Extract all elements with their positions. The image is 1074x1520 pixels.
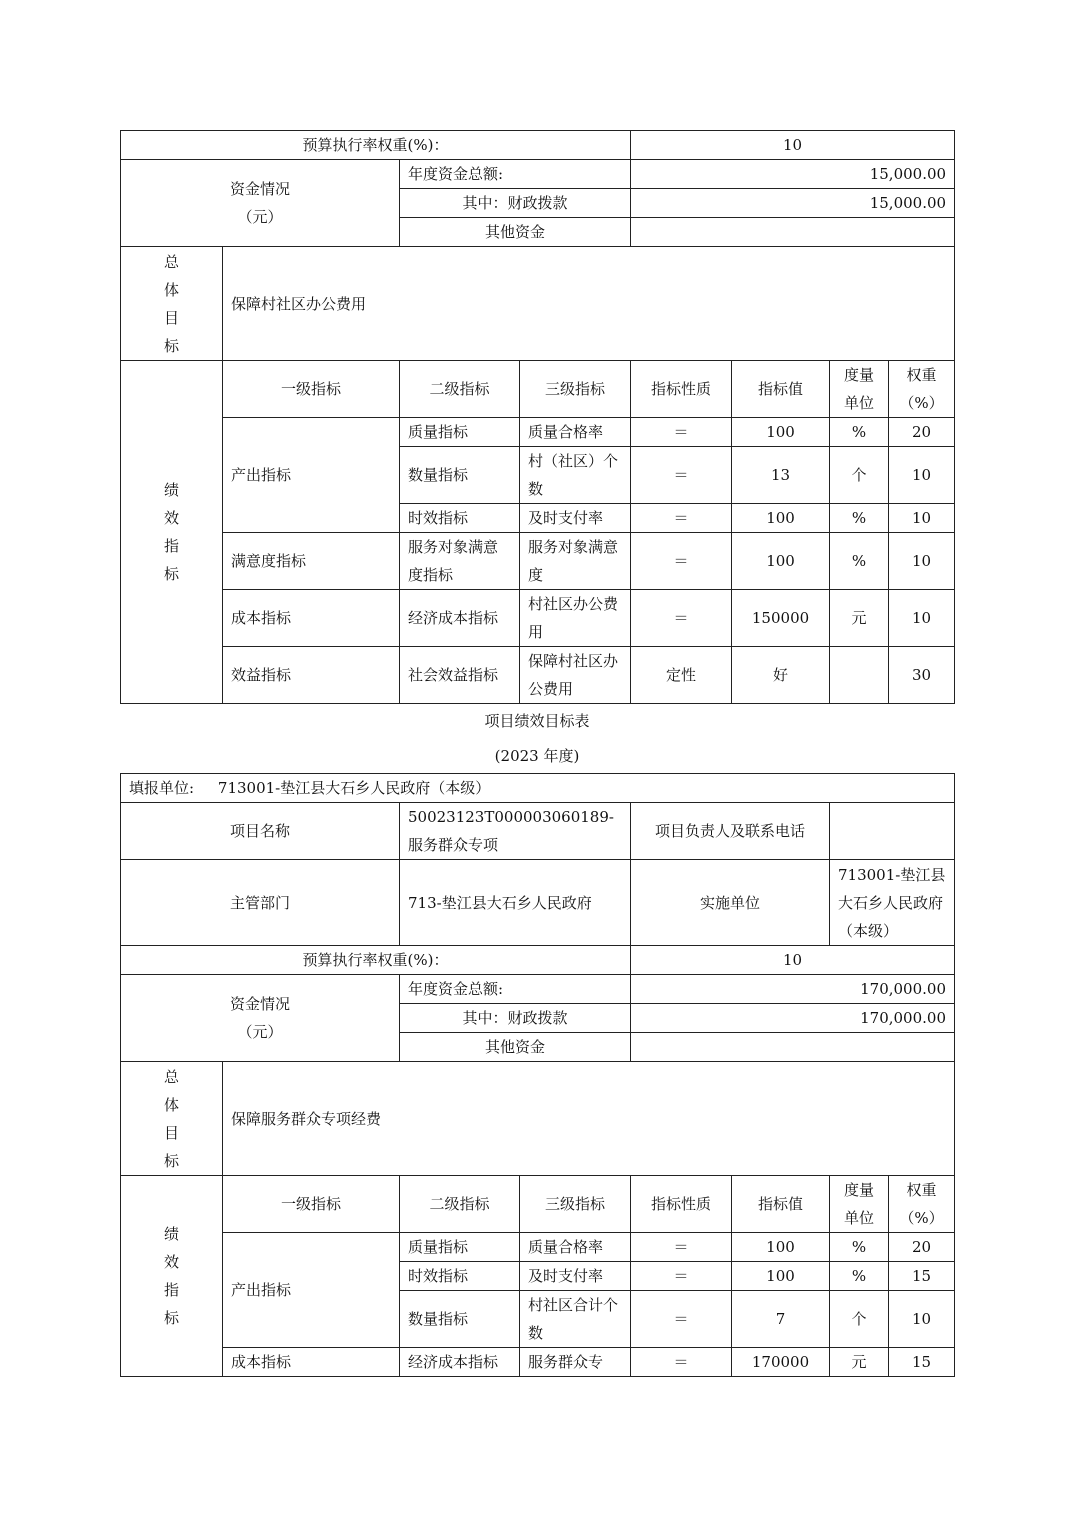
level2-cell: 社会效益指标 xyxy=(400,647,520,704)
level2-cell: 质量指标 xyxy=(400,418,520,447)
level1-cell: 满意度指标 xyxy=(223,533,400,590)
other-funds-value xyxy=(631,218,955,247)
level3-cell: 村（社区）个数 xyxy=(520,447,631,504)
budget-weight-value: 10 xyxy=(631,131,955,160)
goal-char: 标 xyxy=(163,336,179,355)
nature-cell: ＝ xyxy=(631,418,732,447)
unit-cell: % xyxy=(830,1262,889,1291)
unit-cell: % xyxy=(830,1233,889,1262)
weight-cell: 15 xyxy=(889,1348,955,1377)
funds-label-line1: 资金情况 xyxy=(229,995,290,1013)
owner-label: 项目负责人及联系电话 xyxy=(631,803,830,860)
level3-cell: 村社区合计个数 xyxy=(520,1291,631,1348)
fiscal-label: 其中：财政拨款 xyxy=(400,189,631,218)
table-row xyxy=(121,533,955,590)
performance-label xyxy=(121,1176,223,1377)
header-weight: 权重（%） xyxy=(889,1176,955,1233)
level3-cell: 质量合格率 xyxy=(520,1233,631,1262)
nature-cell: ＝ xyxy=(631,1348,732,1377)
filler-unit-value: 713001-垫江县大石乡人民政府（本级） xyxy=(217,779,491,797)
goal-char: 目 xyxy=(163,1123,179,1142)
project-name-value: 50023123T000003060189-服务群众专项 xyxy=(400,803,631,860)
goal-char: 总 xyxy=(163,252,179,271)
value-cell: 100 xyxy=(732,533,830,590)
nature-cell: ＝ xyxy=(631,504,732,533)
table-row xyxy=(121,1348,955,1377)
level2-cell: 时效指标 xyxy=(400,1262,520,1291)
level2-cell: 经济成本指标 xyxy=(400,1348,520,1377)
perf-char: 指 xyxy=(163,1281,179,1299)
budget-weight-value: 10 xyxy=(631,946,955,975)
value-cell: 13 xyxy=(732,447,830,504)
level3-cell: 保障村社区办公费用 xyxy=(520,647,631,704)
filler-unit xyxy=(121,774,955,803)
table-row xyxy=(121,590,955,647)
overall-goal-label xyxy=(121,247,223,361)
funds-label xyxy=(121,160,400,247)
level2-cell: 数量指标 xyxy=(400,1291,520,1348)
perf-char: 标 xyxy=(163,565,179,583)
level3-cell: 质量合格率 xyxy=(520,418,631,447)
value-cell: 100 xyxy=(732,1262,830,1291)
budget-weight-label: 预算执行率权重(%)： xyxy=(121,946,631,975)
level1-cell: 成本指标 xyxy=(223,590,400,647)
level1-cell: 产出指标 xyxy=(223,1233,400,1348)
other-funds-label: 其他资金 xyxy=(400,218,631,247)
header-level1: 一级指标 xyxy=(223,1176,400,1233)
impl-value: 713001-垫江县大石乡人民政府（本级） xyxy=(830,860,955,946)
funds-label xyxy=(121,975,400,1062)
level2-cell: 时效指标 xyxy=(400,504,520,533)
level1-cell: 成本指标 xyxy=(223,1348,400,1377)
unit-cell: 元 xyxy=(830,1348,889,1377)
other-funds-value xyxy=(631,1033,955,1062)
annual-total-value: 15,000.00 xyxy=(631,160,955,189)
funds-label-line2: （元） xyxy=(237,1023,283,1041)
goal-char: 总 xyxy=(163,1067,179,1086)
header-level2: 二级指标 xyxy=(400,1176,520,1233)
header-nature: 指标性质 xyxy=(631,361,732,418)
unit-cell: % xyxy=(830,533,889,590)
annual-total-label: 年度资金总额: xyxy=(400,975,631,1004)
nature-cell: ＝ xyxy=(631,447,732,504)
filler-unit-label: 填报单位: xyxy=(129,779,195,797)
other-funds-label: 其他资金 xyxy=(400,1033,631,1062)
owner-value xyxy=(830,803,955,860)
header-weight: 权重（%） xyxy=(889,361,955,418)
weight-cell: 10 xyxy=(889,504,955,533)
weight-cell: 30 xyxy=(889,647,955,704)
overall-goal-text: 保障服务群众专项经费 xyxy=(223,1062,955,1176)
weight-cell: 10 xyxy=(889,1291,955,1348)
impl-label: 实施单位 xyxy=(631,860,830,946)
header-level1: 一级指标 xyxy=(223,361,400,418)
perf-char: 绩 xyxy=(163,1225,179,1243)
table-row xyxy=(121,418,955,447)
table-row xyxy=(121,647,955,704)
level1-cell: 效益指标 xyxy=(223,647,400,704)
performance-label xyxy=(121,361,223,704)
unit-cell: % xyxy=(830,504,889,533)
goal-char: 体 xyxy=(163,280,179,299)
level3-cell: 服务群众专 xyxy=(520,1348,631,1377)
perf-char: 标 xyxy=(163,1309,179,1327)
value-cell: 170000 xyxy=(732,1348,830,1377)
weight-cell: 15 xyxy=(889,1262,955,1291)
level3-cell: 村社区办公费用 xyxy=(520,590,631,647)
overall-goal-label xyxy=(121,1062,223,1176)
section-year: (2023 年度) xyxy=(494,747,580,765)
value-cell: 好 xyxy=(732,647,830,704)
weight-cell: 20 xyxy=(889,418,955,447)
level3-cell: 及时支付率 xyxy=(520,1262,631,1291)
dept-value: 713-垫江县大石乡人民政府 xyxy=(400,860,631,946)
level3-cell: 服务对象满意度 xyxy=(520,533,631,590)
level3-cell: 及时支付率 xyxy=(520,504,631,533)
nature-cell: 定性 xyxy=(631,647,732,704)
fiscal-label: 其中：财政拨款 xyxy=(400,1004,631,1033)
level2-cell: 数量指标 xyxy=(400,447,520,504)
performance-table-1 xyxy=(120,130,955,704)
unit-cell: % xyxy=(830,418,889,447)
level2-cell: 经济成本指标 xyxy=(400,590,520,647)
funds-label-line1: 资金情况 xyxy=(229,180,290,198)
nature-cell: ＝ xyxy=(631,533,732,590)
performance-table-2 xyxy=(120,773,955,1377)
header-level3: 三级指标 xyxy=(520,361,631,418)
overall-goal-text: 保障村社区办公费用 xyxy=(223,247,955,361)
perf-char: 指 xyxy=(163,537,179,555)
value-cell: 100 xyxy=(732,418,830,447)
weight-cell: 20 xyxy=(889,1233,955,1262)
goal-char: 标 xyxy=(163,1151,179,1170)
header-level3: 三级指标 xyxy=(520,1176,631,1233)
value-cell: 100 xyxy=(732,1233,830,1262)
perf-char: 效 xyxy=(163,509,179,527)
header-nature: 指标性质 xyxy=(631,1176,732,1233)
weight-cell: 10 xyxy=(889,533,955,590)
level1-cell: 产出指标 xyxy=(223,418,400,533)
header-value: 指标值 xyxy=(732,1176,830,1233)
nature-cell: ＝ xyxy=(631,590,732,647)
section-title: 项目绩效目标表 xyxy=(484,712,590,730)
weight-cell: 10 xyxy=(889,447,955,504)
header-value: 指标值 xyxy=(732,361,830,418)
nature-cell: ＝ xyxy=(631,1262,732,1291)
unit-cell xyxy=(830,647,889,704)
value-cell: 100 xyxy=(732,504,830,533)
perf-char: 绩 xyxy=(163,481,179,499)
value-cell: 7 xyxy=(732,1291,830,1348)
goal-char: 目 xyxy=(163,308,179,327)
funds-label-line2: （元） xyxy=(237,208,283,226)
level2-cell: 质量指标 xyxy=(400,1233,520,1262)
annual-total-value: 170,000.00 xyxy=(631,975,955,1004)
header-unit: 度量单位 xyxy=(830,361,889,418)
weight-cell: 10 xyxy=(889,590,955,647)
level2-cell: 服务对象满意度指标 xyxy=(400,533,520,590)
project-name-label: 项目名称 xyxy=(121,803,400,860)
dept-label: 主管部门 xyxy=(121,860,400,946)
budget-weight-label: 预算执行率权重(%)： xyxy=(121,131,631,160)
header-unit: 度量单位 xyxy=(830,1176,889,1233)
nature-cell: ＝ xyxy=(631,1233,732,1262)
unit-cell: 个 xyxy=(830,1291,889,1348)
nature-cell: ＝ xyxy=(631,1291,732,1348)
unit-cell: 元 xyxy=(830,590,889,647)
header-level2: 二级指标 xyxy=(400,361,520,418)
perf-char: 效 xyxy=(163,1253,179,1271)
fiscal-value: 15,000.00 xyxy=(631,189,955,218)
table-row xyxy=(121,1233,955,1262)
value-cell: 150000 xyxy=(732,590,830,647)
annual-total-label: 年度资金总额: xyxy=(400,160,631,189)
unit-cell: 个 xyxy=(830,447,889,504)
fiscal-value: 170,000.00 xyxy=(631,1004,955,1033)
goal-char: 体 xyxy=(163,1095,179,1114)
